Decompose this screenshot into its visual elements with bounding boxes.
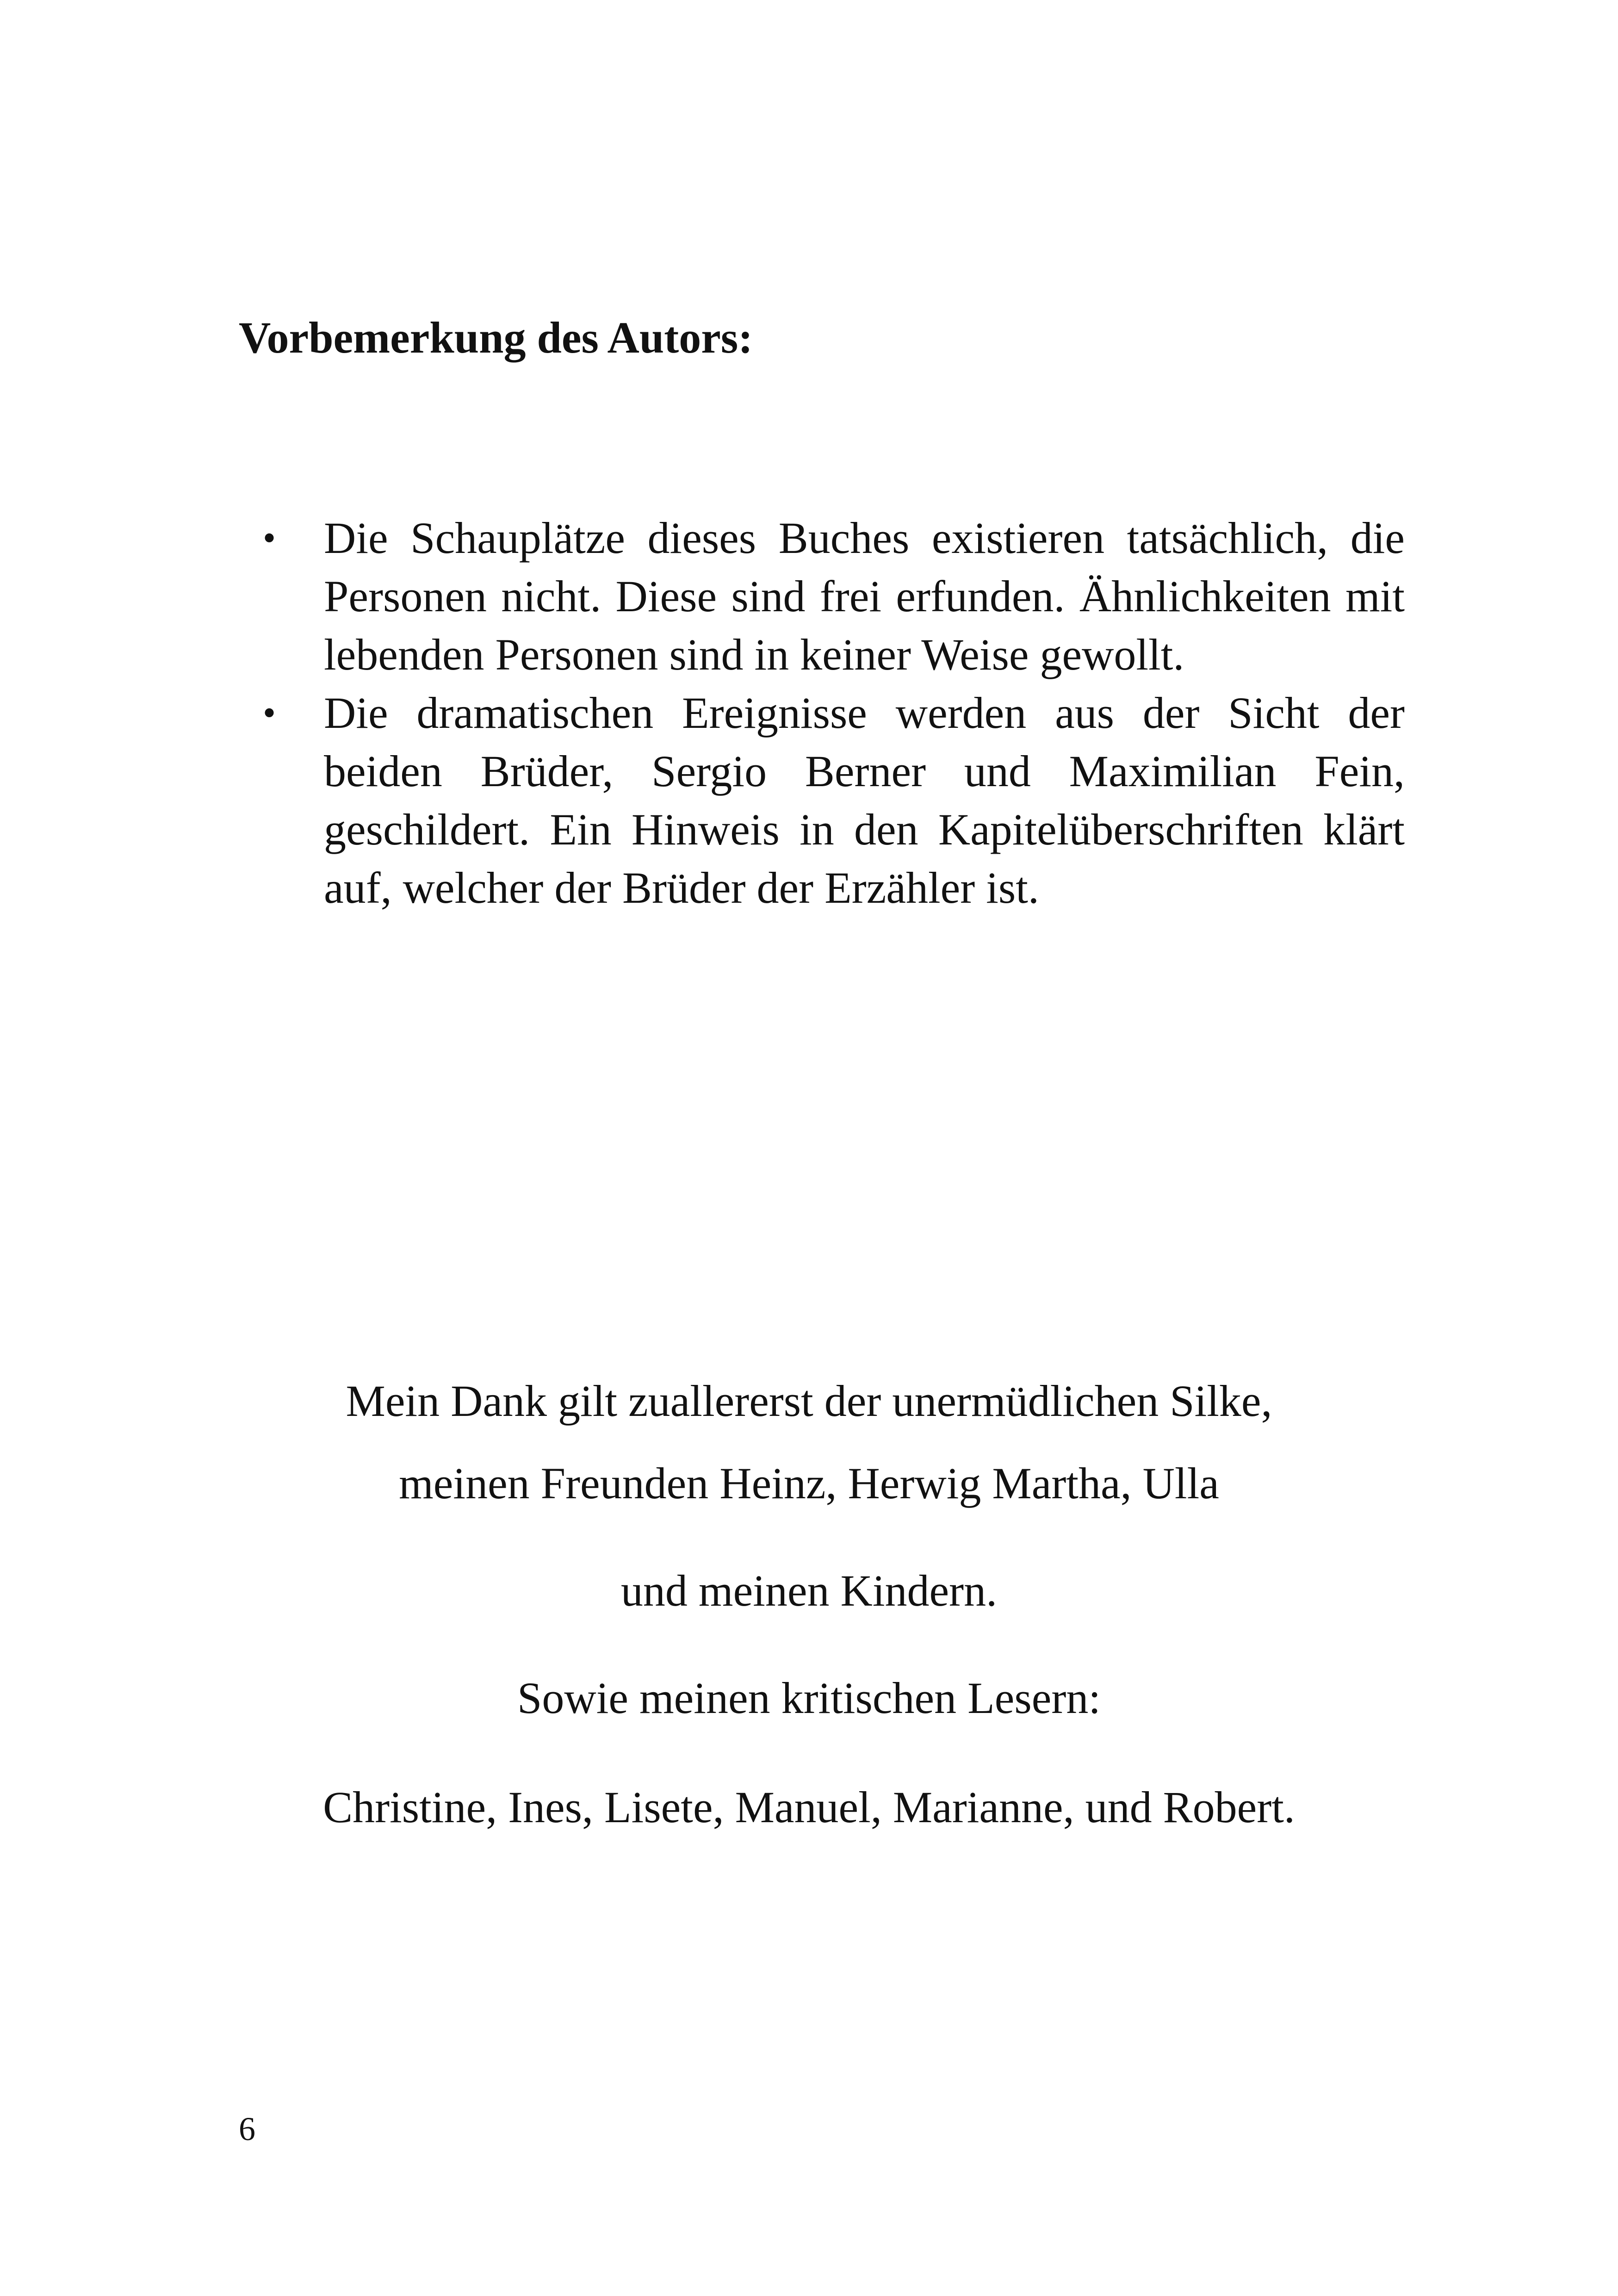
preface-heading: Vorbemerkung des Autors: — [239, 313, 753, 362]
bullet-icon: • — [262, 518, 276, 558]
preface-note — [239, 684, 1405, 917]
acknowledgement-line: und meinen Kindern. — [620, 1566, 998, 1615]
acknowledgement-line: Christine, Ines, Lisete, Manuel, Marianne, und Robert. — [323, 1782, 1295, 1832]
acknowledgement-line: meinen Freunden Heinz, Herwig Martha, Ulla — [399, 1458, 1219, 1508]
bullet-icon: • — [262, 693, 276, 733]
preface-note — [239, 509, 1405, 684]
acknowledgement-line: Sowie meinen kritischen Lesern: — [517, 1673, 1101, 1723]
page-number: 6 — [239, 2110, 255, 2147]
preface-note-text: Die Schauplätze dieses Buches existieren tatsächlich, die Personen nicht. Diese sind frei erfunden. Ähnlichkeiten mit lebenden Personen sind in keiner Weise gewollt. — [324, 513, 1405, 679]
acknowledgement-line: Mein Dank gilt zuallererst der unermüdlichen Silke, — [346, 1376, 1272, 1426]
preface-note-text: Die dramatischen Ereignisse werden aus der Sicht der beiden Brüder, Sergio Berner und Maximilian Fein, geschildert. Ein Hinweis in den Kapitelüberschriften klärt auf, welcher der Brüder der Erzähler ist. — [324, 688, 1405, 912]
preface-notes-list — [239, 509, 1405, 917]
